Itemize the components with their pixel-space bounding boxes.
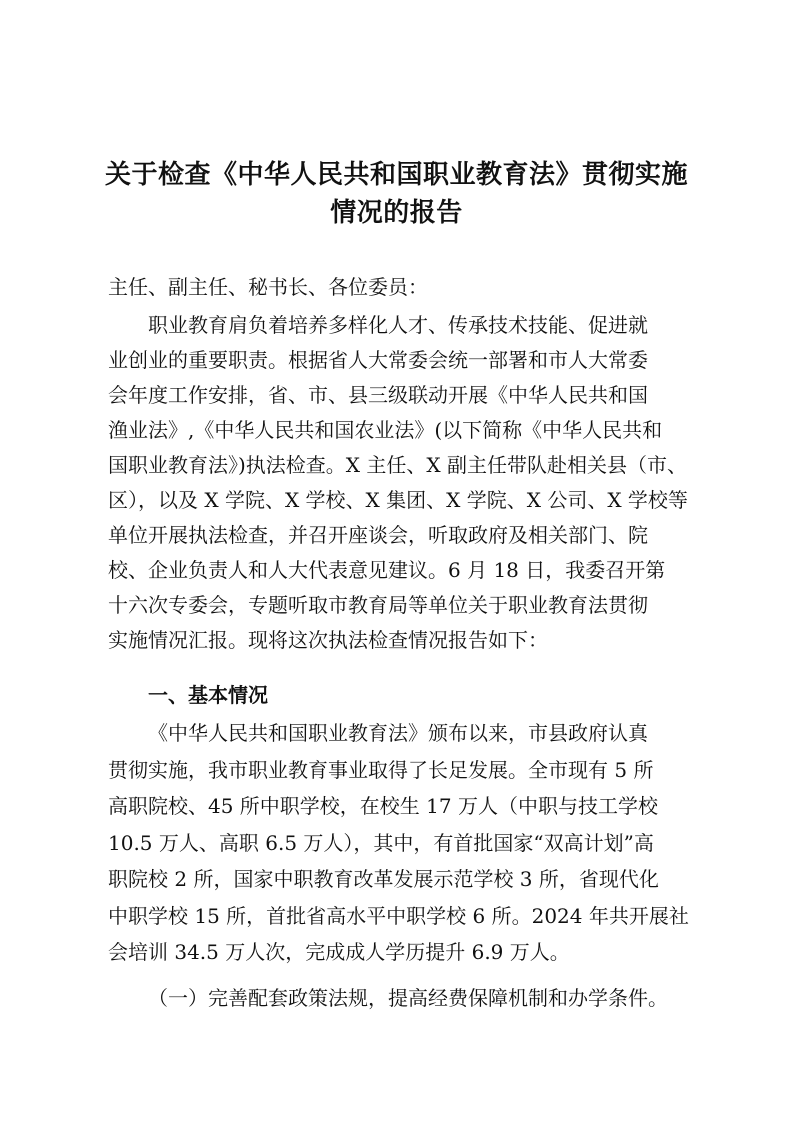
document-title-line-2: 情况的报告 [330,198,463,228]
paragraph-1-line-2: 业创业的重要职责。根据省人大常委会统一部署和市人大常委 [108,348,648,372]
paragraph-2-line-3: 高职院校、45 所中职学校，在校生 17 万人（中职与技工学校 [108,794,658,818]
paragraph-1-line-6: 区），以及 X 学院、X 学校、X 集团、X 学院、X 公司、X 学校等 [108,488,688,512]
subsection-1-heading: （一）完善配套政策法规，提高经费保障机制和办学条件。 [148,986,668,1010]
paragraph-2-line-5: 职院校 2 所，国家中职教育改革发展示范学校 3 所，省现代化 [108,867,659,891]
paragraph-2-line-7: 会培训 34.5 万人次，完成成人学历提升 6.9 万人。 [108,940,570,964]
paragraph-2-line-1: 《中华人民共和国职业教育法》颁布以来，市县政府认真 [148,721,648,745]
paragraph-1-line-5: 国职业教育法》)执法检查。X 主任、X 副主任带队赴相关县（市、 [108,453,687,477]
section-1-heading: 一、基本情况 [148,683,268,707]
paragraph-1-line-8: 校、企业负责人和人大代表意见建议。6 月 18 日，我委召开第 [108,558,666,582]
paragraph-1-line-3: 会年度工作安排，省、市、县三级联动开展《中华人民共和国 [108,383,648,407]
paragraph-2-line-6: 中职学校 15 所，首批省高水平中职学校 6 所。2024 年共开展社 [108,904,689,928]
paragraph-1-line-4: 渔业法》,《中华人民共和国农业法》(以下简称《中华人民共和 [108,418,663,442]
document-title-line-1: 关于检查《中华人民共和国职业教育法》贯彻实施 [104,160,688,190]
paragraph-1-line-10: 实施情况汇报。现将这次执法检查情况报告如下： [108,628,548,652]
paragraph-2-line-4: 10.5 万人、高职 6.5 万人），其中，有首批国家“双高计划”高 [108,831,654,855]
paragraph-1-line-1: 职业教育肩负着培养多样化人才、传承技术技能、促进就 [148,313,648,337]
paragraph-1-line-9: 十六次专委会，专题听取市教育局等单位关于职业教育法贯彻 [108,593,648,617]
paragraph-1-line-7: 单位开展执法检查，并召开座谈会，听取政府及相关部门、院 [108,523,648,547]
paragraph-2-line-2: 贯彻实施，我市职业教育事业取得了长足发展。全市现有 5 所 [108,758,654,782]
salutation: 主任、副主任、秘书长、各位委员： [108,275,428,299]
